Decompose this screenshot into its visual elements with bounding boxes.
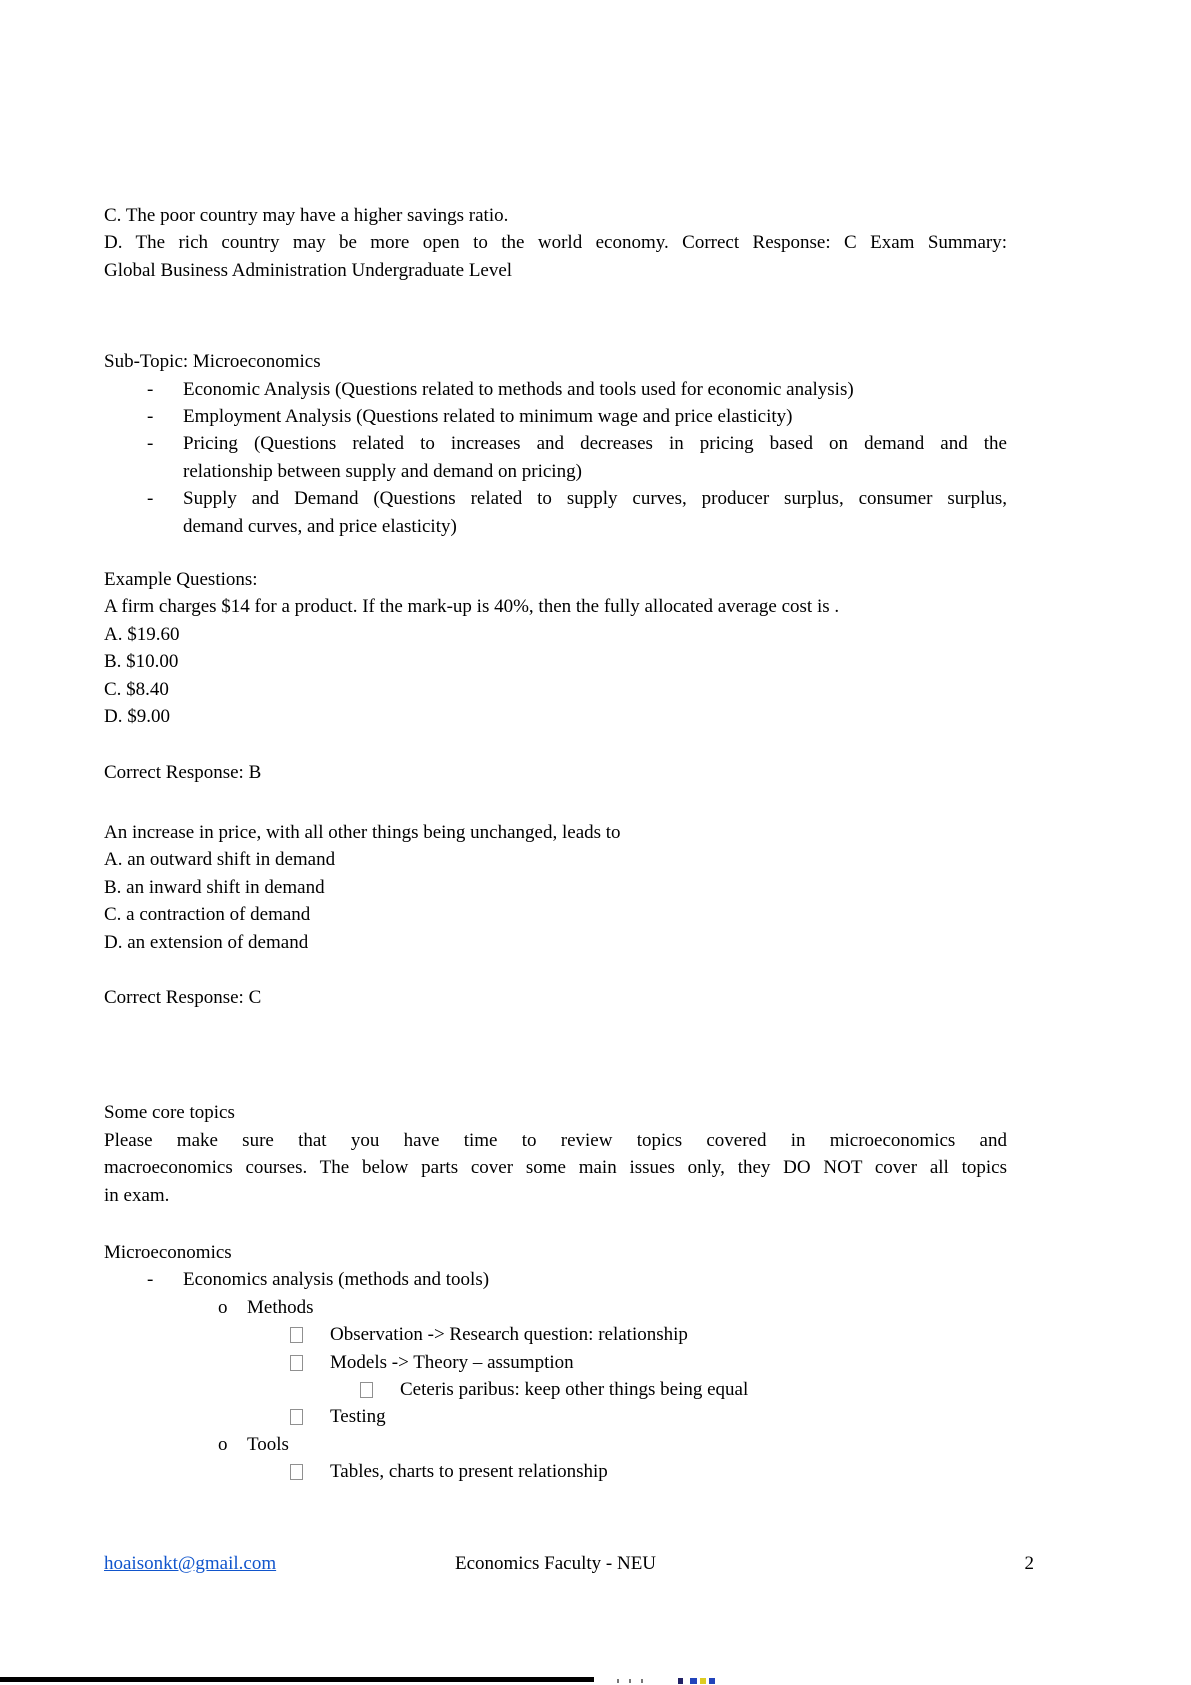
line-text: C. $8.40	[104, 678, 169, 700]
bullet-marker: -	[147, 378, 154, 400]
line-text: Please make sure that you have time to review topics covered in microeconomics and	[104, 1129, 1007, 1151]
line-text: A firm charges $14 for a product. If the mark-up is 40%, then the fully allocated average cost is .	[104, 596, 840, 618]
line-text: Correct Response: C	[104, 986, 262, 1008]
line-text: B. an inward shift in demand	[104, 876, 325, 898]
missing-glyph-box-icon	[290, 1355, 303, 1371]
text-line	[104, 1458, 1007, 1485]
text-line	[104, 348, 1007, 375]
text-line	[104, 1239, 1007, 1266]
text-line	[104, 621, 1007, 648]
missing-glyph-box-icon	[290, 1409, 303, 1425]
spacer	[104, 1011, 1007, 1099]
text-line	[104, 430, 1007, 457]
line-text: Microeconomics	[104, 1241, 232, 1263]
footer-center-text: Economics Faculty - NEU	[454, 1553, 657, 1574]
line-text: Models -> Theory – assumption	[330, 1351, 574, 1373]
line-text: Global Business Administration Undergraduate Level	[104, 259, 513, 281]
text-line	[104, 403, 1007, 430]
line-text: Testing	[330, 1406, 386, 1428]
text-line	[104, 1127, 1007, 1154]
text-line	[104, 819, 1007, 846]
text-line	[104, 759, 1007, 786]
text-line	[104, 846, 1007, 873]
line-text: in exam.	[104, 1184, 170, 1206]
bullet-marker: o	[218, 1296, 228, 1318]
text-line	[104, 1099, 1007, 1126]
text-line	[104, 376, 1007, 403]
text-line	[104, 1154, 1007, 1181]
text-line	[104, 874, 1007, 901]
bullet-marker: -	[147, 488, 154, 510]
footer-email-link[interactable]: hoaisonkt@gmail.com	[104, 1553, 277, 1574]
line-text: Tools	[247, 1433, 289, 1455]
text-line	[104, 1294, 1007, 1321]
bullet-marker: -	[147, 406, 154, 428]
line-text: macroeconomics courses. The below parts cover some main issues only, they DO NOT cover all topics	[104, 1157, 1007, 1179]
text-line	[104, 257, 1007, 284]
cutoff-content-fragment	[641, 1679, 643, 1683]
cutoff-content-fragment	[617, 1679, 619, 1683]
text-line	[104, 229, 1007, 256]
line-text: D. an extension of demand	[104, 931, 309, 953]
text-line	[104, 1321, 1007, 1348]
line-text: Economics analysis (methods and tools)	[183, 1269, 490, 1291]
missing-glyph-box-icon	[290, 1327, 303, 1343]
line-text: Correct Response: B	[104, 761, 262, 783]
line-text: Methods	[247, 1296, 314, 1318]
text-line	[104, 703, 1007, 730]
line-text: Example Questions:	[104, 569, 258, 591]
text-line	[104, 1431, 1007, 1458]
line-text: Pricing (Questions related to increases and decreases in pricing based on demand and the	[183, 433, 1007, 455]
line-text: relationship between supply and demand on pricing)	[183, 460, 582, 482]
spacer	[104, 540, 1007, 566]
line-text: C. a contraction of demand	[104, 904, 311, 926]
cutoff-content-fragment	[690, 1678, 697, 1684]
text-line	[104, 1349, 1007, 1376]
line-text: A. $19.60	[104, 623, 180, 645]
text-line	[104, 1376, 1007, 1403]
text-line	[104, 901, 1007, 928]
line-text: Ceteris paribus: keep other things being equal	[400, 1379, 749, 1400]
line-text: D. $9.00	[104, 706, 170, 728]
line-text: C. The poor country may have a higher savings ratio.	[104, 205, 509, 226]
bullet-marker: -	[147, 433, 154, 455]
spacer	[104, 1209, 1007, 1239]
text-line	[104, 648, 1007, 675]
text-line	[104, 513, 1007, 540]
line-text: Sub-Topic: Microeconomics	[104, 351, 321, 373]
cutoff-black-bar	[0, 1677, 594, 1682]
page-number: 2	[1024, 1553, 1034, 1574]
text-line	[104, 1403, 1007, 1430]
line-text: demand curves, and price elasticity)	[183, 515, 457, 537]
line-text: Employment Analysis (Questions related to minimum wage and price elasticity)	[183, 406, 793, 428]
page-footer	[104, 1550, 1034, 1578]
line-text: B. $10.00	[104, 651, 179, 673]
text-line	[104, 1182, 1007, 1209]
text-line	[104, 202, 1007, 229]
text-line	[104, 593, 1007, 620]
spacer	[104, 284, 1007, 348]
bullet-marker: -	[147, 1269, 154, 1291]
cutoff-content-fragment	[629, 1679, 631, 1683]
bullet-marker: o	[218, 1433, 228, 1455]
line-text: Supply and Demand (Questions related to supply curves, producer surplus, consumer surplus,	[183, 488, 1007, 510]
cutoff-content-fragment	[709, 1678, 715, 1684]
line-text: Tables, charts to present relationship	[330, 1461, 608, 1483]
spacer	[104, 786, 1007, 819]
line-text: Some core topics	[104, 1102, 235, 1124]
spacer	[104, 956, 1007, 984]
line-text: Observation -> Research question: relationship	[330, 1324, 688, 1346]
cutoff-content-fragment	[700, 1678, 706, 1684]
line-text: D. The rich country may be more open to the world economy. Correct Response: C Exam Summary:	[104, 232, 1007, 254]
missing-glyph-box-icon	[360, 1382, 373, 1398]
cutoff-content-fragment	[678, 1678, 683, 1684]
text-line	[104, 566, 1007, 593]
text-line	[104, 458, 1007, 485]
text-line	[104, 485, 1007, 512]
spacer	[104, 731, 1007, 759]
line-text: Economic Analysis (Questions related to methods and tools used for economic analysis)	[183, 378, 854, 400]
line-text: A. an outward shift in demand	[104, 849, 336, 871]
text-line	[104, 1266, 1007, 1293]
line-text: An increase in price, with all other things being unchanged, leads to	[104, 821, 621, 843]
text-line	[104, 929, 1007, 956]
text-line	[104, 984, 1007, 1011]
text-line	[104, 676, 1007, 703]
missing-glyph-box-icon	[290, 1464, 303, 1480]
